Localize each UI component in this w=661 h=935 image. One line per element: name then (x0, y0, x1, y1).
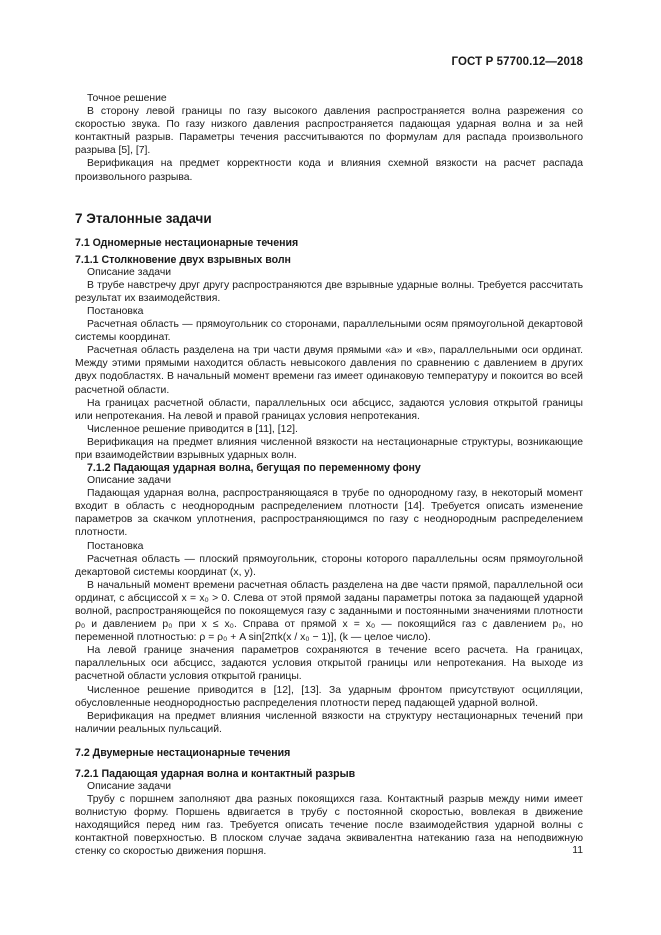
document-body (75, 92, 583, 859)
exact-solution-text: В сторону левой границы по газу высокого давления распространяется волна разрежения со скоростью звука. По газу низкого давления распространяется падающая ударная волна и за ней контактный разрыв. Параметры течения рассчитываются по формулам для распада произвольного разрыва [5], [7]. (75, 106, 583, 157)
section-7-1-title: 7.1 Одномерные нестационарные течения (75, 236, 299, 249)
section-7-title: 7 Эталонные задачи (75, 210, 212, 226)
s711-desc-text: В трубе навстречу друг другу распространяются две взрывные ударные волны. Требуется рассчитать результат их взаимодействия. (75, 279, 583, 304)
s721-desc-label: Описание задачи (87, 780, 172, 792)
section-7-2-title: 7.2 Двумерные нестационарные течения (75, 746, 291, 759)
section-7-1-1-title: 7.1.1 Столкновение двух взрывных волн (75, 253, 291, 266)
s711-setup-p1: Расчетная область — прямоугольник со сторонами, параллельными осям прямоугольной декартовой системы координат. (75, 319, 583, 344)
s711-verify: Верификация на предмет влияния численной вязкости на нестационарные структуры, возникающие при взаимодействии взрывных ударных волн. (75, 436, 583, 461)
s712-verify: Верификация на предмет влияния численной вязкости на структуру нестационарных течений при наличии реальных пульсаций. (75, 710, 583, 735)
s711-setup-p2: Расчетная область разделена на три части двумя прямыми «а» и «в», параллельными оси ординат. Между этими прямыми находится область невысокого давления по сравнению с давлением в других двух подобластях. В начальный момент времени газ имеет одинаковую температуру и покоится во всей расчетной области. (75, 345, 583, 396)
s712-setup-label: Постановка (87, 540, 144, 552)
s711-numeric: Численное решение приводится в [11], [12]. (87, 423, 298, 435)
s712-desc-text: Падающая ударная волна, распространяющаяся в трубе по однородному газу, в некоторый момент входит в область с неоднородным распределением плотности [14]. Требуется описать изменение параметров за скачком уплотнения, распространяющимся по газу с неоднородным распределением плотности. (75, 488, 583, 539)
section-7-1-2-title: 7.1.2 Падающая ударная волна, бегущая по переменному фону (87, 462, 421, 475)
s712-numeric: Численное решение приводится в [12], [13]. За ударным фронтом присутствуют осцилляции, обусловленные неоднородностью распределения плотности перед падающей ударной волной. (75, 684, 583, 709)
page-number: 11 (572, 845, 583, 856)
s711-desc-label: Описание задачи (87, 266, 172, 278)
s712-setup-p2: В начальный момент времени расчетная область разделена на две части прямой, параллельной оси ординат, с абсциссой x = x₀ > 0. Слева от этой прямой заданы параметры потока за падающей ударной волной, распространяющейся по покоящемуся газу с заданными и постоянными значениями плотности ρ₀ и давлением p₀ при x ≤ x₀. Справа от прямой x = x₀ — покоящийся газ с давлением p₀, но переменной плотностью: ρ = ρ₀ + A sin[2πk(x / x₀ − 1)], (k — целое число). (75, 579, 583, 644)
s712-setup-p3: На левой границе значения параметров сохраняются в течение всего расчета. На границах, параллельных оси абсцисс, задаются условия открытой границы или непротекания. На выходе из расчетной области условия открытой границы. (75, 645, 583, 683)
s712-setup-p1: Расчетная область — плоский прямоугольник, стороны которого параллельны осям прямоугольной декартовой системы координат (x, y). (75, 553, 583, 578)
document-header: ГОСТ Р 57700.12—2018 (451, 56, 583, 68)
exact-solution-label: Точное решение (87, 93, 167, 104)
s721-desc-text: Трубу с поршнем заполняют два разных покоящихся газа. Контактный разрыв между ними имеет волнистую форму. Поршень вдвигается в трубу с постоянной скоростью, вовлекая в движение находящийся перед ним газ. Требуется описать течение после взаимодействия ударной волны с контактной поверхностью. В плоском случае задача эквивалентна натеканию газа на неподвижную стенку со скоростью движения поршня. (75, 794, 583, 858)
s711-setup-label: Постановка (87, 305, 144, 317)
verification-text: Верификация на предмет корректности кода и влияния схемной вязкости на расчет распада произвольного разрыва. (75, 158, 583, 183)
s711-setup-p3: На границах расчетной области, параллельных оси абсцисс, задаются условия открытой границы или непротекания. На левой и правой границах условия непротекания. (75, 397, 583, 422)
section-7-2-1-title: 7.2.1 Падающая ударная волна и контактный разрыв (75, 767, 356, 780)
s712-desc-label: Описание задачи (87, 475, 172, 487)
